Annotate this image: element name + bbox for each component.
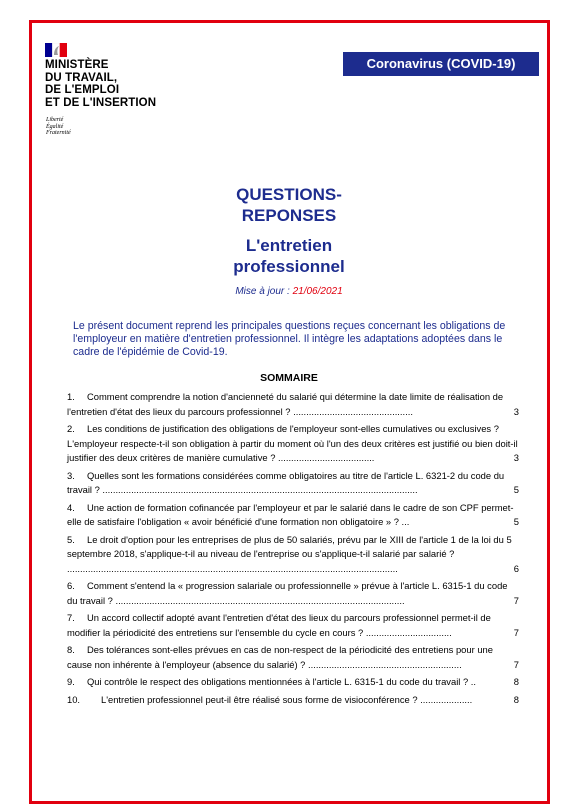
toc-item[interactable]: 10. L'entretien professionnel peut-il être réalisé sous forme de visioconférence ? .................... 8 [67,693,519,705]
title-line-2: REPONSES [241,206,337,225]
ministry-name: MINISTÈRE DU TRAVAIL, DE L'EMPLOI ET DE L'INSERTION [45,59,157,109]
table-of-contents [67,390,519,707]
intro-paragraph: Le présent document reprend les principales questions reçues concernant les obligations de l'employeur en matière d'entretien professionnel. Il intègre les adaptations adoptées dans le cadre de l'épidémie de Covid-19. [73,320,506,358]
title-line-1: QUESTIONS- [236,185,342,204]
covid-badge: Coronavirus (COVID-19) [343,52,539,76]
republic-motto: Liberté Égalité Fraternité [46,117,71,136]
toc-item[interactable]: 7. Un accord collectif adopté avant l'entretien d'état des lieux du parcours professionnel permet-il de modifier la périodicité des entretiens sur l'ensemble du cycle en cours ? ................................. 7 [67,612,519,638]
update-date: Mise à jour : 21/06/2021 [235,286,343,297]
marianne-flag-icon [45,43,67,57]
toc-item[interactable]: 8. Des tolérances sont-elles prévues en cas de non-respect de la périodicité des entretiens pour une cause non inhérente à l'employeur (absence du salarié) ? ........................................................... 7 [67,644,519,670]
toc-item[interactable]: 2. Les conditions de justification des obligations de l'employeur sont-elles cumulatives ou exclusives ? L'employeur respecte-t-il son obligation à partir du moment où l'un des deux critères est justifié ou bien doit-il justifier des deux critères de manière cumulative ? ..................................... 3 [67,423,519,463]
toc-item[interactable]: 9. Qui contrôle le respect des obligations mentionnées à l'article L. 6315-1 du code du travail ? .. 8 [67,676,519,687]
toc-item[interactable]: 1. Comment comprendre la notion d'ancienneté du salarié qui détermine la date limite de réalisation de l'entretien d'état des lieux du parcours professionnel ? .............................................. 3 [67,391,519,417]
toc-item[interactable]: 5. Le droit d'option pour les entreprises de plus de 50 salariés, prévu par le XIII de l'article 1 de la loi du 5 septembre 2018, s'applique-t-il au niveau de l'entreprise ou s'applique-t-il salarié par salarié ? ............................................................................................................................... 6 [67,533,519,574]
summary-heading: SOMMAIRE [260,372,318,384]
title-line-3: L'entretien [245,236,333,255]
title-line-4: professionnel [233,257,345,276]
toc-item[interactable]: 6. Comment s'entend la « progression salariale ou professionnelle » prévue à l'article L. 6315-1 du code du travail ? ............................................................................................................... 7 [67,580,519,606]
toc-item[interactable]: 3. Quelles sont les formations considérées comme obligatoires au titre de l'article L. 6321-2 du code du travail ? ......................................................................................................................... 5 [67,469,519,495]
toc-item[interactable]: 4. Une action de formation cofinancée par l'employeur et par le salarié dans le cadre de son CPF permet-elle de satisfaire l'obligation « avoir bénéficié d'une formation non obligatoire » ? ... 5 [67,501,519,527]
